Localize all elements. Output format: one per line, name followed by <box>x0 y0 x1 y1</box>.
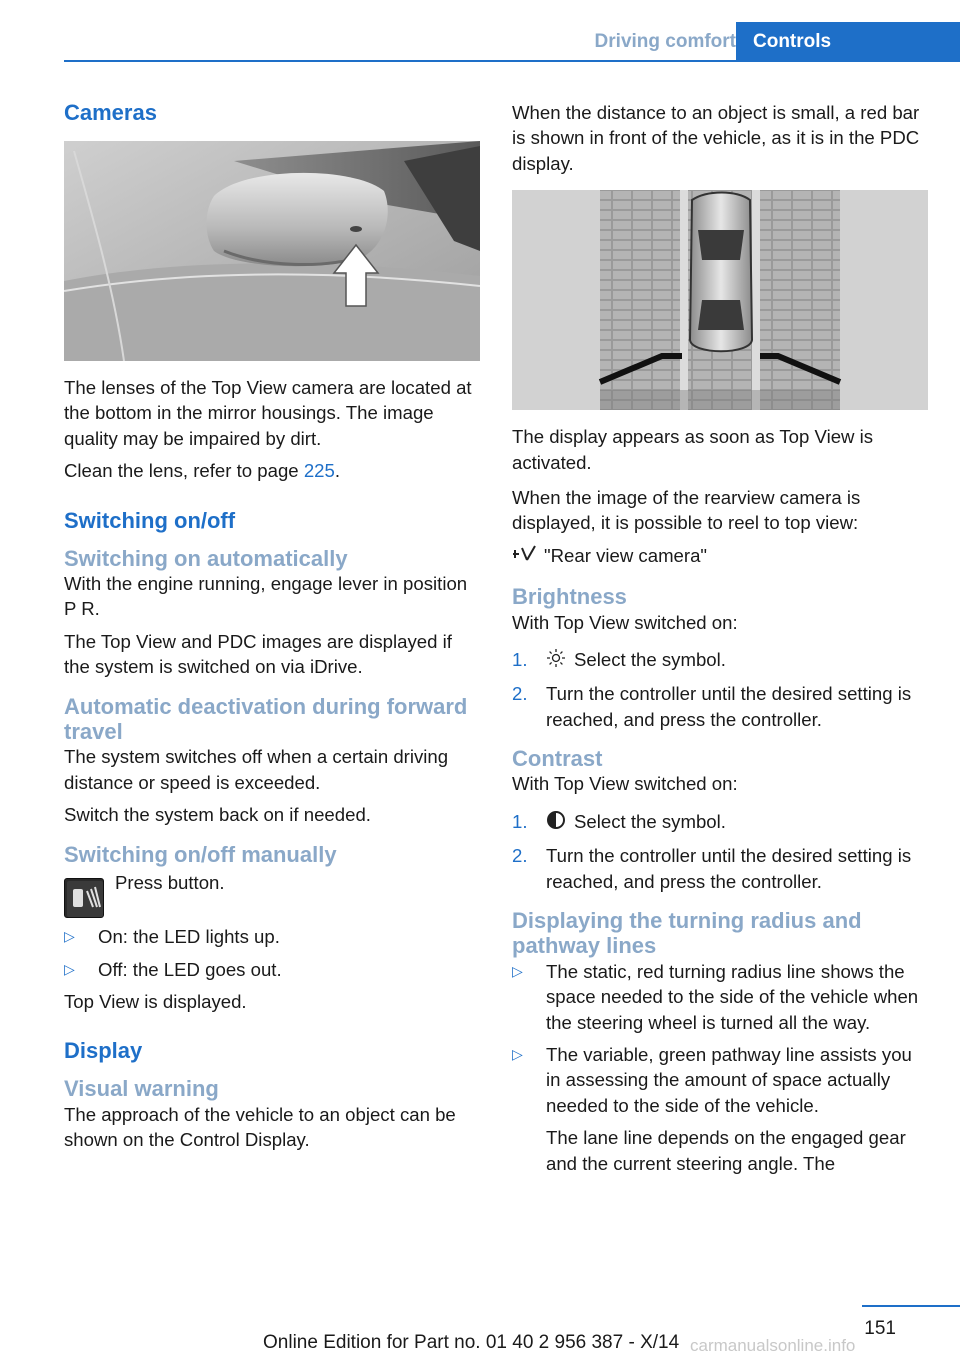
triangle-bullet-icon: ▷ <box>64 960 75 977</box>
header-tab-controls: Controls <box>736 22 960 62</box>
lane-line-text: The lane line depends on the engaged gear and the current steering angle. The <box>546 1127 906 1174</box>
turning-radius-list <box>512 959 928 1176</box>
list-item <box>512 1042 928 1176</box>
triangle-bullet-icon: ▷ <box>512 962 523 979</box>
deactivation-text-2: Switch the system back on if needed. <box>64 804 371 826</box>
list-item-text: Off: the LED goes out. <box>98 958 282 980</box>
step-number: 2. <box>512 845 528 867</box>
list-item-text: Turn the controller until the desired setting is reached, and press the controller. <box>546 683 912 730</box>
page-header <box>64 22 960 62</box>
clean-lens-suffix: . <box>334 460 341 482</box>
list-item <box>512 809 928 836</box>
clean-lens-prefix: Clean the lens, refer to page <box>64 460 304 482</box>
visual-warning-heading: Visual warning <box>64 1076 219 1102</box>
distance-warning-text: When the distance to an object is small, a red bar is shown in front of the vehicle, as it is in the PDC display. <box>512 102 920 174</box>
clean-lens-text <box>64 458 480 483</box>
turning-radius-heading: Displaying the turning radius and pathway lines <box>512 907 862 959</box>
list-item-text: Turn the controller until the desired setting is reached, and press the controller. <box>546 845 912 892</box>
step-number: 1. <box>512 810 528 832</box>
footer-edition: Online Edition for Part no. 01 40 2 956 387 - X/14 <box>263 1332 680 1353</box>
contrast-half-circle-icon <box>546 810 574 836</box>
contrast-intro: With Top View switched on: <box>512 773 738 795</box>
rear-view-camera-icon <box>512 544 540 570</box>
cameras-heading: Cameras <box>64 100 157 125</box>
rear-view-camera-item <box>512 543 928 570</box>
step-number: 1. <box>512 648 528 670</box>
step-number: 2. <box>512 683 528 705</box>
manual-switch-heading: Switching on/off manually <box>64 841 337 867</box>
list-item <box>512 681 928 732</box>
top-view-displayed-text: Top View is displayed. <box>64 990 247 1012</box>
left-column <box>64 100 480 1160</box>
list-item-text: Select the symbol. <box>574 648 726 670</box>
triangle-bullet-icon: ▷ <box>64 928 75 945</box>
switching-heading: Switching on/off <box>64 507 236 533</box>
display-appears-text: The display appears as soon as Top View is activated. <box>512 426 874 473</box>
right-column <box>512 100 928 1183</box>
mirror-camera-image <box>64 141 480 361</box>
watermark: carmanualsonline.info <box>690 1336 856 1355</box>
press-button-text: Press button. <box>115 872 225 894</box>
auto-switch-heading: Switching on automatically <box>64 545 348 571</box>
brightness-heading: Brightness <box>512 584 627 610</box>
list-item <box>512 843 928 894</box>
contrast-steps <box>512 809 928 894</box>
footer-rule <box>862 1305 960 1307</box>
press-button-row <box>64 872 480 918</box>
page-number: 151 <box>864 1318 896 1339</box>
list-item-text: The static, red turning radius line shows the space needed to the side of the vehicle when the steering wheel is turned all the way. <box>546 960 919 1033</box>
deactivation-heading: Automatic deactivation during forward travel <box>64 693 468 745</box>
list-item <box>512 959 928 1035</box>
triangle-bullet-icon: ▷ <box>512 1046 523 1063</box>
page-link-225[interactable]: 225 <box>303 460 335 482</box>
camera-caption: The lenses of the Top View camera are located at the bottom in the mirror housings. The image quality may be impaired by dirt. <box>64 377 472 449</box>
list-item-text: The variable, green pathway line assists you in assessing the amount of space actually needed to the side of the vehicle. <box>546 1044 912 1116</box>
top-view-button-icon <box>64 878 104 918</box>
list-item <box>512 647 928 674</box>
auto-switch-text-2: The Top View and PDC images are displayed if the system is switched on via iDrive. <box>64 630 452 678</box>
list-item-text: Select the symbol. <box>574 810 726 832</box>
brightness-steps <box>512 647 928 732</box>
brightness-sun-icon <box>546 648 574 674</box>
rear-view-camera-label: "Rear view camera" <box>544 544 708 566</box>
brightness-intro: With Top View switched on: <box>512 611 738 633</box>
display-heading: Display <box>64 1038 143 1064</box>
contrast-heading: Contrast <box>512 746 603 772</box>
deactivation-text-1: The system switches off when a certain driving distance or speed is exceeded. <box>64 746 449 793</box>
list-item <box>64 957 480 982</box>
list-item-text: On: the LED lights up. <box>98 926 280 948</box>
top-view-display-image <box>512 190 928 410</box>
visual-warning-text: The approach of the vehicle to an object can be shown on the Control Display. <box>64 1103 456 1151</box>
led-state-list <box>64 924 480 982</box>
header-section: Driving comfort <box>594 31 736 52</box>
list-item <box>64 924 480 949</box>
auto-switch-text-1: With the engine running, engage lever in position P R. <box>64 573 468 620</box>
rearview-text: When the image of the rearview camera is displayed, it is possible to reel to top view: <box>512 487 861 534</box>
